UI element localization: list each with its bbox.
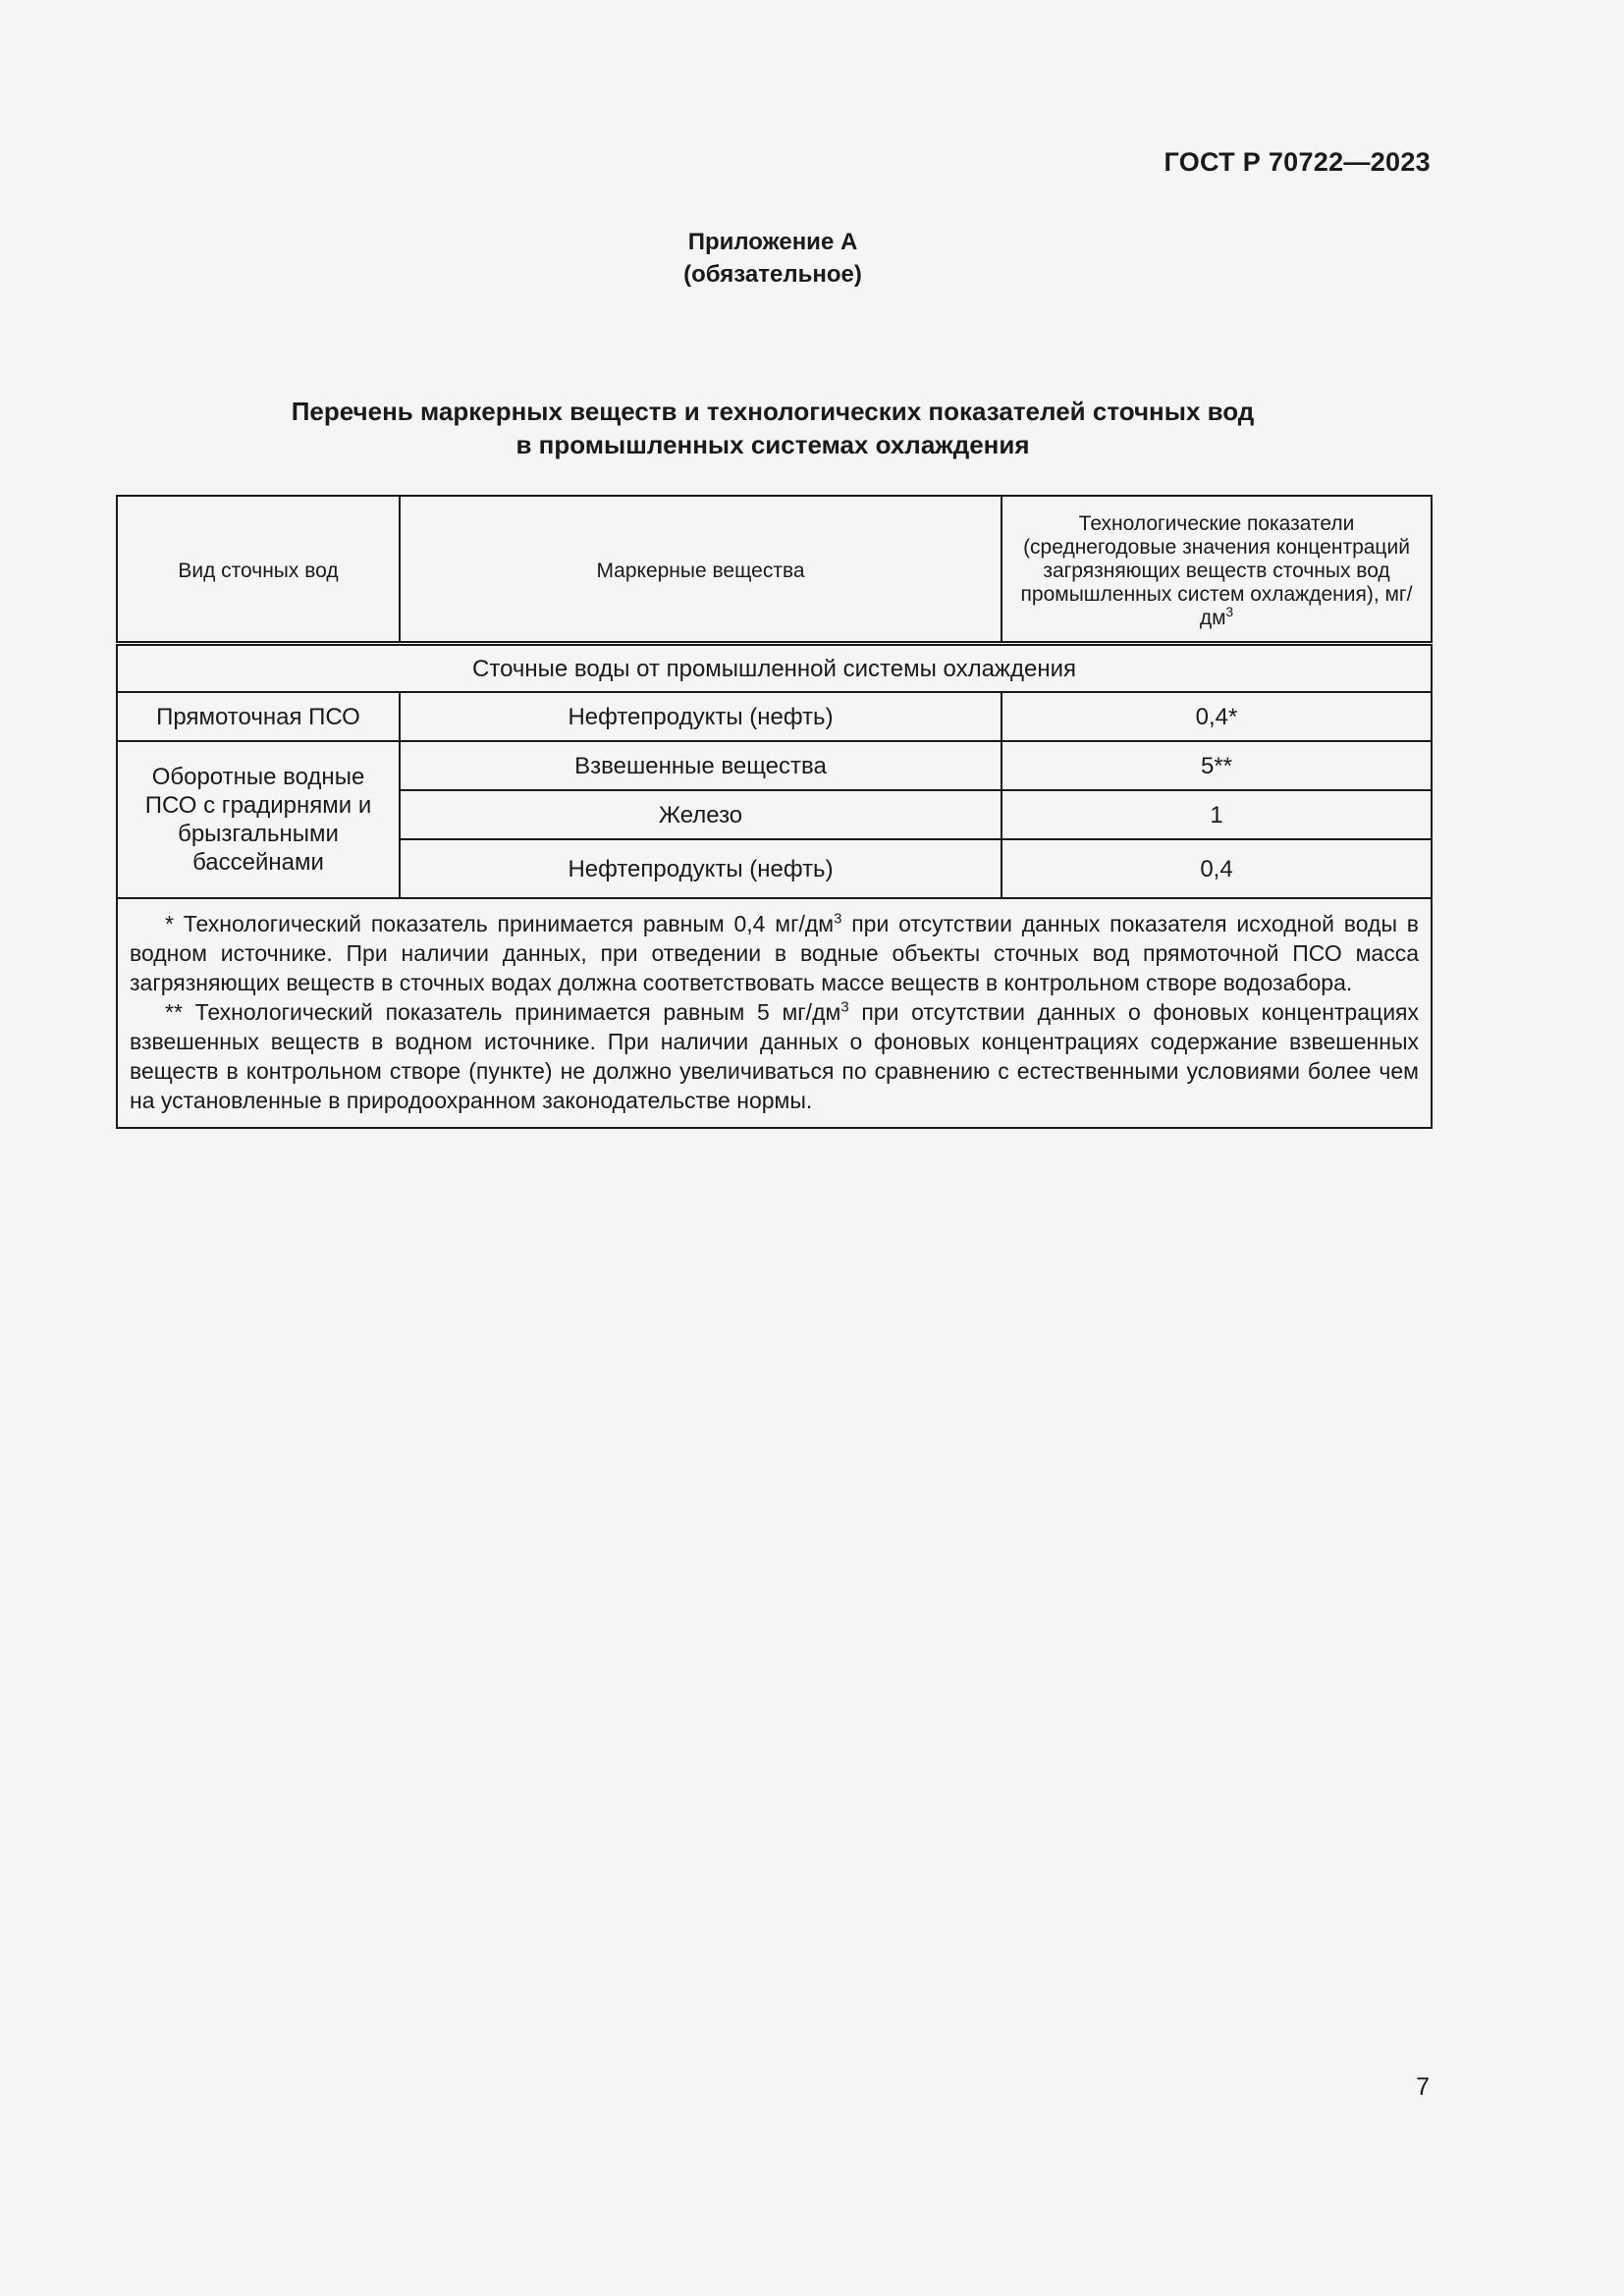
- marker-substances-table: [116, 495, 1433, 1129]
- table-notes-row: [117, 898, 1432, 1128]
- table-title: [0, 395, 1545, 461]
- row-wastewater-type: Оборотные водные ПСО с градирнями и брызгальными бассейнами: [117, 741, 400, 898]
- footnote-1-sup: 3: [834, 910, 842, 928]
- group-label: Сточные воды от промышленной системы охлаждения: [117, 644, 1432, 693]
- row-value: 0,4*: [1001, 692, 1432, 741]
- row-wastewater-type: Прямоточная ПСО: [117, 692, 400, 741]
- table-title-line-1: Перечень маркерных веществ и технологических показателей сточных вод: [291, 397, 1255, 426]
- row-marker: Нефтепродукты (нефть): [400, 692, 1001, 741]
- header-tech-indicators-sup: 3: [1225, 604, 1234, 619]
- footnote-2-text-a: ** Технологический показатель принимается равным 5 мг/дм: [165, 999, 841, 1025]
- appendix-heading: [0, 226, 1545, 291]
- row-marker: Взвешенные вещества: [400, 741, 1001, 790]
- footnote-1-text-b: при отсутствии данных показателя исходной воды в водном источнике. При наличии данных, при отведении в водные объекты сточных вод прямоточной ПСО масса загрязняющих веществ в сточных водах должна соответствовать массе веществ в контрольном створе водозабора.: [130, 911, 1420, 995]
- footnote-1: [130, 909, 1419, 997]
- table-header-row: [117, 496, 1432, 644]
- table-notes: [117, 898, 1432, 1128]
- row-marker: Железо: [400, 790, 1001, 839]
- header-tech-indicators: [1001, 496, 1432, 644]
- row-value: 1: [1001, 790, 1432, 839]
- row-marker: Нефтепродукты (нефть): [400, 839, 1001, 898]
- table-group-row: [117, 644, 1432, 693]
- appendix-title: Приложение А: [687, 229, 858, 255]
- table-row: [117, 741, 1432, 790]
- header-tech-indicators-text: Технологические показатели (среднегодовые значения концентраций загрязняющих веществ сточных вод промышленных систем охлаждения), мг/дм: [1020, 511, 1413, 629]
- footnote-2-text-b: при отсутствии данных о фоновых концентрациях взвешенных веществ в водном источнике. При наличии данных о фоновых концентрациях содержание взвешенных веществ в контрольном створе (пункте) не должно увеличиваться по сравнению с естественными условиями более чем на установленные в природоохранном законодательстве нормы.: [130, 999, 1419, 1113]
- appendix-status: (обязательное): [683, 261, 862, 288]
- document-code: ГОСТ Р 70722—2023: [1164, 147, 1431, 177]
- header-wastewater-type: Вид сточных вод: [117, 496, 400, 644]
- footnote-1-text-a: * Технологический показатель принимается равным 0,4 мг/дм: [165, 911, 835, 936]
- row-value: 0,4: [1001, 839, 1432, 898]
- table-title-line-2: в промышленных системах охлаждения: [515, 430, 1030, 459]
- header-marker-substances: Маркерные вещества: [400, 496, 1001, 644]
- row-value: 5**: [1001, 741, 1432, 790]
- footnote-2: [130, 997, 1419, 1115]
- table-row: [117, 692, 1432, 741]
- footnote-2-sup: 3: [840, 998, 849, 1016]
- page-number: 7: [1416, 2073, 1430, 2101]
